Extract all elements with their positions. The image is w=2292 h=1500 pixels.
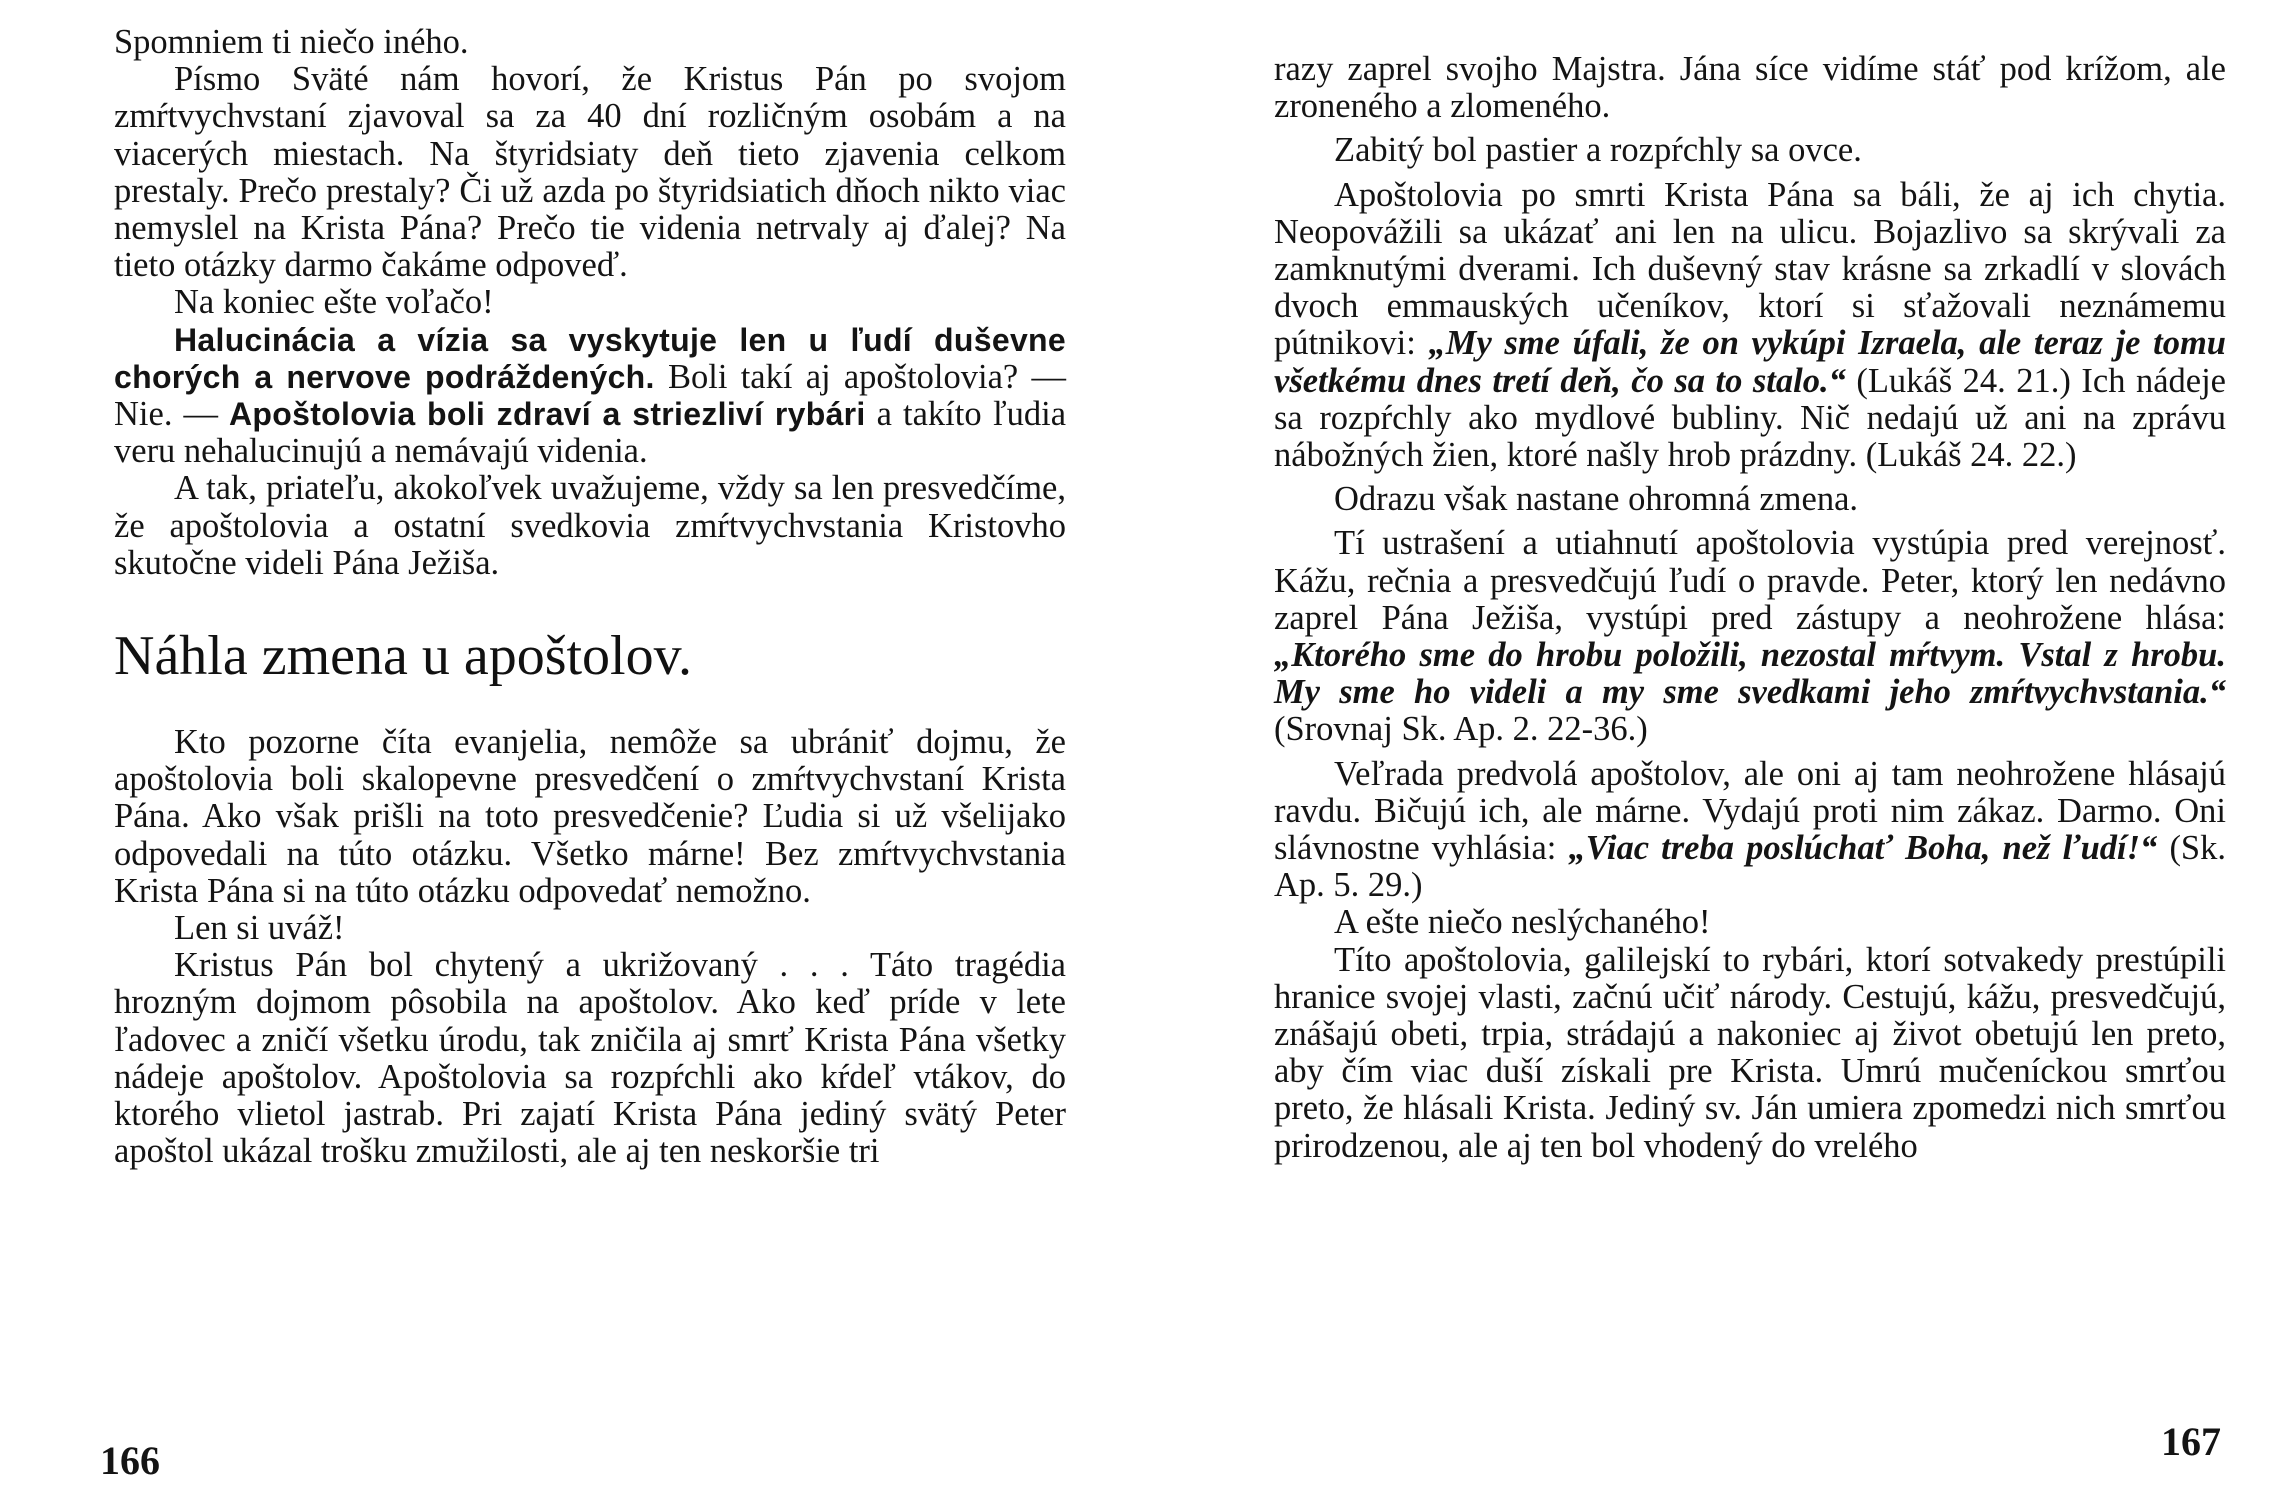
page-number: 167 — [2161, 1419, 2221, 1464]
paragraph — [1274, 756, 2226, 905]
text-run: Veľrada predvolá apoštolov, ale oni aj tam neohrožene hlásajú ravdu. Bičujú ich, ale márne. Vydajú proti nim zákaz. Darmo. Oni slávnostne vyhlásia: — [1274, 754, 2226, 868]
paragraph: Zabitý bol pastier a rozpŕchly sa ovce. — [1334, 131, 1862, 170]
text-run: Boli takí aj apoštolovia? — Nie. — — [114, 357, 1066, 434]
paragraph: Kto pozorne číta evanjelia, nemôže sa ubrániť dojmu, že apoštolovia boli skalopevne presvedčení o zmŕtvychvstaní Krista Pána. Ako však prišli na toto presvedčenie? Ľudia si už všelijako odpovedali na túto otázku. Všetko márne! Bez zmŕtvychvstania Krista Pána si na túto otázku odpovedať nemožno. — [114, 723, 1066, 910]
text-run: Apoštolovia po smrti Krista Pána sa báli, že aj ich chytia. Neopovážili sa ukázať ani len na ulicu. Bojazlivo sa skrývali za zamknutými dverami. Ich duševný stav krásne sa zrkadlí v slovách dvoch emmauských učeníkov, ktorí si sťažovali neznámemu pútnikovi: — [1274, 175, 2226, 363]
left-page-text — [114, 24, 1066, 1170]
paragraph: A tak, priateľu, akokoľvek uvažujeme, vždy sa len presvedčíme, že apoštolovia a ostatní svedkovia zmŕtvychvstania Kristovho skutočne videli Pána Ježiša. — [114, 469, 1066, 582]
bold-text: Halucinácia a vízia sa vyskytuje len u ľudí duševne chorých a nervove podráždených. — [114, 321, 1066, 395]
paragraph — [1274, 525, 2226, 748]
text-run: Tí ustrašení a utiahnutí apoštolovia vystúpia pred verejnosť. Kážu, rečnia a presvedčujú ľudí o pravde. Peter, ktorý len nedávno zaprel Pána Ježiša, vystúpi pred zástupy a neohrožene hlása: — [1274, 524, 2226, 637]
paragraph: Títo apoštolovia, galilejskí to rybári, ktorí sotvakedy prestúpili hranice svojej vlasti, začnú učiť národy. Cestujú, kážu, presvedčujú, znášajú obeti, trpia, strádajú a nakoniec aj život obetujú len preto, aby čím viac duší získali pre Krista. Umrú mučeníckou smrťou preto, že hlásali Krista. Jediný sv. Ján umiera zpomedzi nich smrťou prirodzenou, ale aj ten bol vhodený do vrelého — [1274, 940, 2226, 1165]
paragraph: Písmo Sväté nám hovorí, že Kristus Pán po svojom zmŕtvychvstaní zjavoval sa za 40 dní rozličným osobám a na viacerých miestach. Na štyridsiaty deň tieto zjavenia celkom prestaly. Prečo prestaly? Či už azda po štyridsiatich dňoch nikto viac nemyslel na Krista Pána? Prečo tie videnia netrvaly aj ďalej? Na tieto otázky darmo čakáme odpoveď. — [114, 60, 1066, 285]
paragraph: razy zaprel svojho Majstra. Jána síce vidíme stáť pod krížom, ale zroneného a zlomeného. — [1274, 50, 2226, 126]
text-run: a takíto ľudia veru nehalucinujú a nemávajú videnia. — [114, 395, 1067, 471]
paragraph: Spomniem ti niečo iného. — [114, 23, 469, 61]
right-page-text — [1274, 51, 2226, 1165]
right-page — [1146, 0, 2292, 1500]
page-number: 166 — [100, 1438, 160, 1483]
text-run: (Sk. Ap. 5. 29.) — [1274, 829, 2226, 905]
quote-text: „Viac treba poslúchať Boha, než ľudí!“ — [1568, 829, 2158, 868]
paragraph: A ešte niečo neslýchaného! — [1334, 903, 1711, 942]
paragraph: Len si uváž! — [174, 909, 345, 948]
paragraph: Kristus Pán bol chytený a ukrižovaný . . . Táto tragédia hrozným dojmom pôsobila na apoštolov. Ako keď príde v lete ľadovec a zničí všetku úrodu, tak zničila aj smrť Krista Pána všetky nádeje apoštolov. Apoštolovia sa rozpŕchli ako kŕdeľ vtákov, do ktorého vlietol jastrab. Pri zajatí Krista Pána jediný svätý Peter apoštol ukázal trošku zmužilosti, ale aj ten neskoršie tri — [114, 946, 1066, 1171]
quote-text: „My sme úfali, že on vykúpi Izraela, ale teraz je tomu všetkému dnes tretí deň, čo sa to stalo.“ — [1274, 324, 2226, 400]
section-heading: Náhla zmena u apoštolov. — [114, 625, 692, 688]
quote-text: „Ktorého sme do hrobu položili, nezostal mŕtvym. Vstal z hrobu. My sme ho videli a my sme svedkami jeho zmŕtvychvstania.“ — [1274, 636, 2226, 712]
text-run: (Lukáš 24. 21.) Ich nádeje sa rozpŕchly ako mydlové bubliny. Nič nedajú už ani na zprávu nábožných žien, ktoré našly hrob prázdny. (Lukáš 24. 22.) — [1274, 361, 2226, 475]
bold-text: Apoštolovia boli zdraví a striezliví rybári — [229, 396, 866, 433]
text-run: (Srovnaj Sk. Ap. 2. 22-36.) — [1274, 710, 1648, 749]
paragraph — [114, 322, 1066, 471]
paragraph: Na koniec ešte voľačo! — [174, 283, 494, 322]
paragraph: Odrazu však nastane ohromná zmena. — [1334, 480, 1859, 519]
paragraph — [1274, 177, 2226, 475]
